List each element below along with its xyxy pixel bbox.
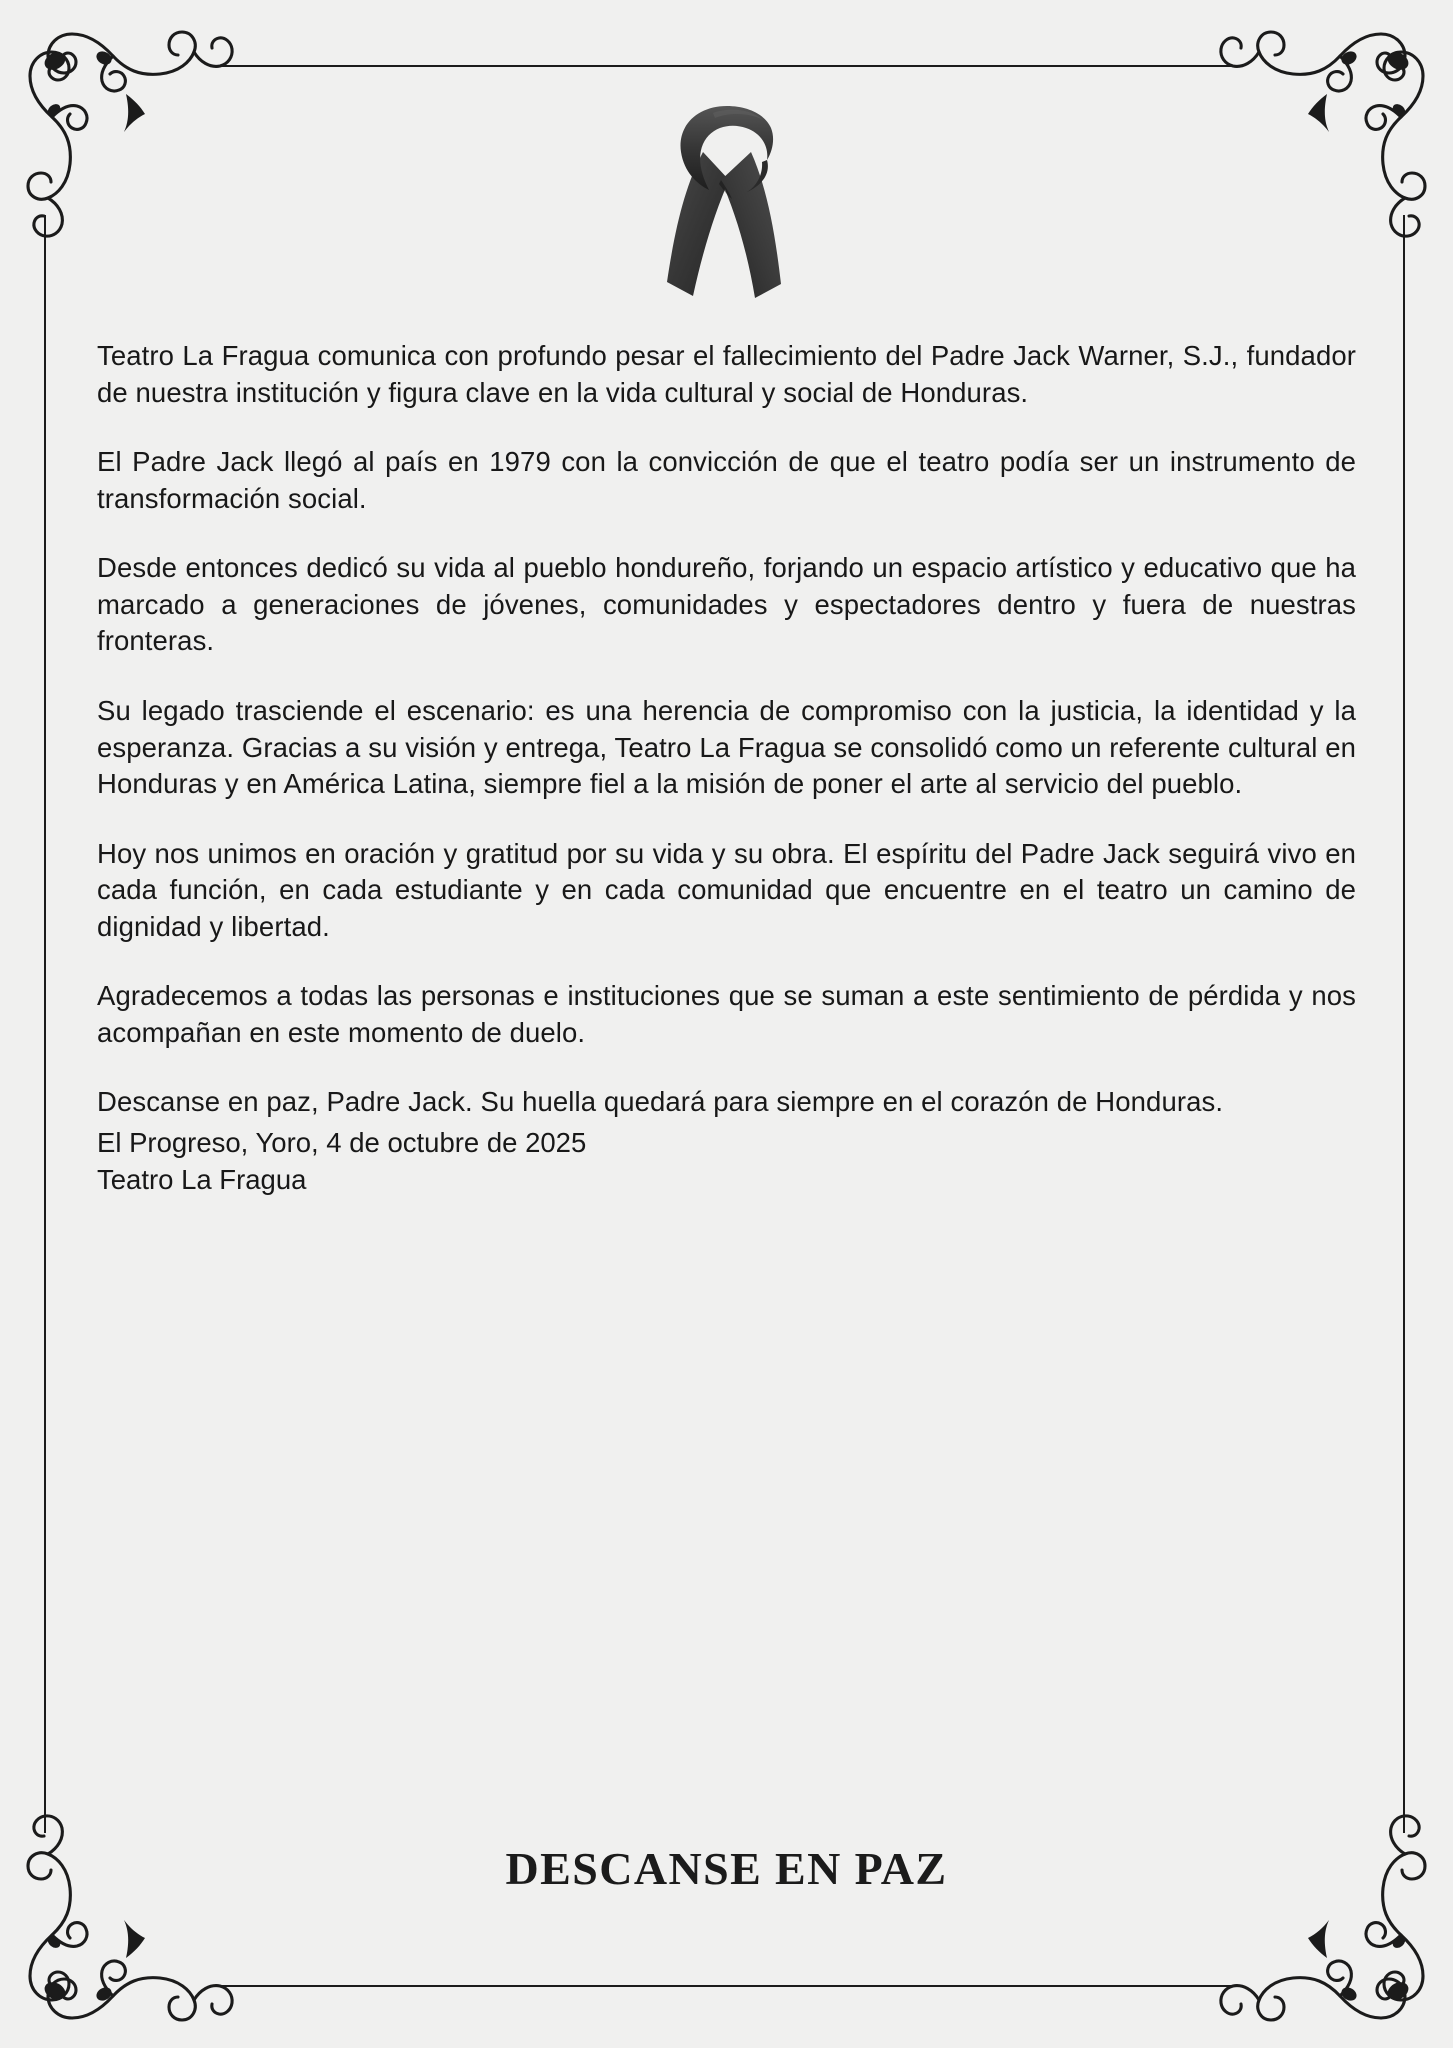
corner-flourish-icon-bottom-right — [1189, 1784, 1439, 2034]
paragraph-6: Agradecemos a todas las personas e instituciones que se suman a este sentimiento de pérdida y nos acompañan en este momento de duelo. — [97, 980, 1356, 1048]
paragraph-4: Su legado trasciende el escenario: es una herencia de compromiso con la justicia, la identidad y la esperanza. Gracias a su visión y entrega, Teatro La Fragua se consolidó como un referente cultural en Honduras y en América Latina, siempre fiel a la misión de poner el arte al servicio del pueblo. — [97, 694, 1356, 800]
paragraph-5: Hoy nos unimos en oración y gratitud por su vida y su obra. El espíritu del Padre Jack seguirá vivo en cada función, en cada estudiante y en cada comunidad que encuentre en el teatro un camino de dignidad y libertad. — [97, 837, 1356, 942]
signature-place-and-date: El Progreso, Yoro, 4 de octubre de 2025 — [97, 1127, 587, 1158]
paragraph-3: Desde entonces dedicó su vida al pueblo hondureño, forjando un espacio artístico y educativo que ha marcado a generaciones de jóvenes, comunidades y espectadores dentro y fuera de nuestras fronteras. — [97, 552, 1356, 657]
frame-rule-right — [1403, 215, 1405, 1833]
frame-rule-bottom — [215, 1985, 1238, 1987]
paragraph-7: Descanse en paz, Padre Jack. Su huella quedará para siempre en el corazón de Honduras. — [97, 1086, 1224, 1118]
frame-rule-top — [215, 65, 1238, 67]
black-ribbon-icon — [663, 100, 791, 310]
frame-rule-left — [44, 215, 46, 1833]
paragraph-1: Teatro La Fragua comunica con profundo pesar el fallecimiento del Padre Jack Warner, S.J., fundador de nuestra institución y figura clave en la vida cultural y social de Honduras. — [97, 340, 1356, 408]
paragraph-2: El Padre Jack llegó al país en 1979 con la convicción de que el teatro podía ser un instrumento de transformación social. — [97, 446, 1356, 514]
notice-body — [97, 338, 1356, 1198]
mourning-ribbon-container — [0, 100, 1453, 310]
corner-flourish-icon-bottom-left — [14, 1784, 264, 2034]
signature-organization: Teatro La Fragua — [97, 1163, 307, 1195]
footer-heading-rest-in-peace: DESCANSE EN PAZ — [505, 1843, 948, 1894]
signature-block — [97, 1125, 1356, 1198]
